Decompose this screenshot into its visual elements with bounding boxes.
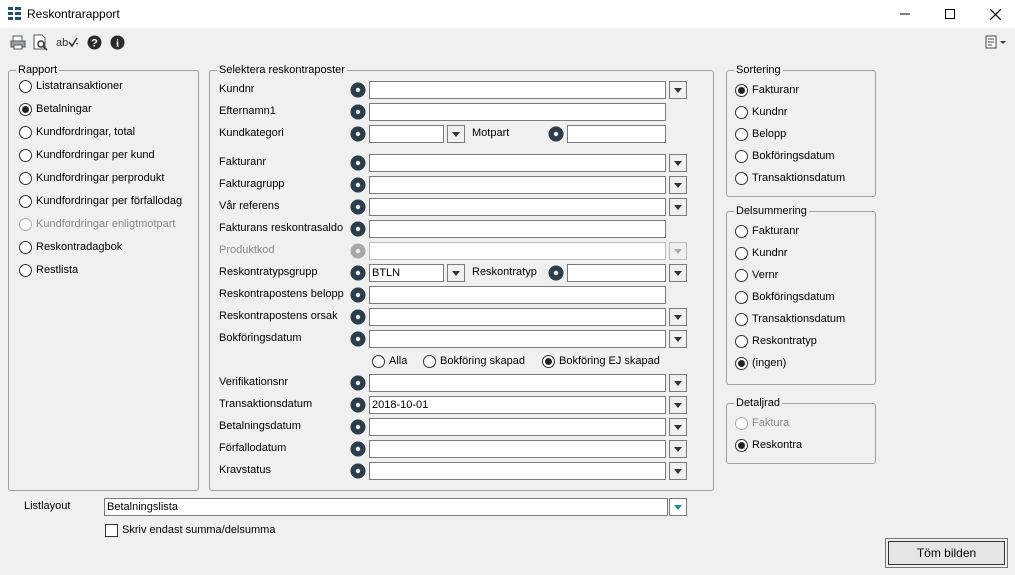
fakturanr-dropdown-button[interactable] bbox=[669, 154, 687, 172]
gear-icon bbox=[350, 243, 366, 259]
forfallodatum-input[interactable] bbox=[369, 440, 666, 458]
radio-circle[interactable] bbox=[19, 241, 32, 254]
kundkategori-label: Kundkategori bbox=[219, 127, 284, 139]
radio-del-kundnr[interactable] bbox=[735, 245, 787, 261]
radio-del-reskontratyp[interactable] bbox=[735, 333, 817, 349]
radio-label: Bokföring skapad bbox=[440, 355, 525, 367]
gear-icon[interactable] bbox=[350, 397, 366, 413]
radio-circle[interactable] bbox=[735, 84, 748, 97]
radio-sort-belopp[interactable] bbox=[735, 126, 786, 142]
rapport-legend: Rapport bbox=[18, 64, 58, 76]
radio-label: Kundfordringar perprodukt bbox=[36, 172, 165, 184]
fakturagrupp-input[interactable] bbox=[369, 176, 666, 194]
radio-circle[interactable] bbox=[19, 103, 32, 116]
motpart-label: Motpart bbox=[472, 127, 510, 139]
delsummering-legend: Delsummering bbox=[736, 205, 807, 217]
radio-label: Reskontratyp bbox=[752, 335, 817, 347]
radio-circle bbox=[735, 417, 748, 430]
radio-label: Betalningar bbox=[36, 103, 92, 115]
radio-label: Bokföring EJ skapad bbox=[559, 355, 660, 367]
forfallodatum-dropdown-button[interactable] bbox=[669, 440, 687, 458]
radio-del-transaktionsdatum[interactable] bbox=[735, 311, 845, 327]
radio-label: Fakturanr bbox=[752, 225, 800, 237]
sortering-legend: Sortering bbox=[736, 64, 781, 76]
forfallodatum-label: Förfallodatum bbox=[219, 442, 287, 454]
gear-icon[interactable] bbox=[350, 309, 366, 325]
kravstatus-dropdown-button[interactable] bbox=[669, 462, 687, 480]
close-button[interactable] bbox=[972, 0, 1015, 28]
gear-icon[interactable] bbox=[350, 265, 366, 281]
motpart-input[interactable] bbox=[567, 125, 666, 143]
minimize-button[interactable] bbox=[882, 0, 928, 28]
produktkod-label: Produktkod bbox=[219, 244, 275, 256]
listlayout-dropdown-button[interactable] bbox=[669, 498, 687, 516]
efternamn-label: Efternamn1 bbox=[219, 105, 276, 117]
radio-kundfordringar-total[interactable] bbox=[19, 124, 135, 140]
info-icon[interactable] bbox=[110, 35, 125, 50]
radio-label: Kundfordringar enligtmotpart bbox=[36, 218, 176, 230]
minimize-icon bbox=[900, 9, 910, 19]
clear-form-button[interactable] bbox=[885, 538, 1008, 568]
radio-label: Kundfordringar per kund bbox=[36, 149, 155, 161]
svg-text:?: ? bbox=[91, 37, 98, 50]
radio-circle[interactable] bbox=[19, 195, 32, 208]
gear-icon[interactable] bbox=[350, 104, 366, 120]
radio-circle[interactable] bbox=[735, 247, 748, 260]
radio-reskontradagbok[interactable] bbox=[19, 239, 122, 255]
listlayout-label: Listlayout bbox=[24, 500, 71, 512]
summary-only-label: Skriv endast summa/delsumma bbox=[122, 524, 276, 536]
produktkod-input bbox=[369, 242, 666, 260]
gear-icon[interactable] bbox=[350, 82, 366, 98]
svg-text:i: i bbox=[115, 37, 120, 50]
gear-icon[interactable] bbox=[350, 463, 366, 479]
radio-label: Alla bbox=[389, 355, 408, 367]
radio-label: Kundnr bbox=[752, 106, 788, 118]
radio-bokforing-ej-skapad[interactable] bbox=[542, 353, 660, 369]
gear-icon[interactable] bbox=[350, 375, 366, 391]
radio-circle[interactable] bbox=[19, 264, 32, 277]
summary-only-checkbox[interactable] bbox=[105, 524, 118, 537]
radio-label: Faktura bbox=[752, 417, 790, 429]
print-preview-icon[interactable] bbox=[32, 34, 49, 51]
radio-label: Belopp bbox=[752, 128, 787, 140]
radio-circle[interactable] bbox=[372, 355, 385, 368]
reskontratyp-input[interactable] bbox=[567, 264, 666, 282]
radio-kundfordringar-per-forfallodag[interactable] bbox=[19, 193, 182, 209]
fakturanr-input[interactable] bbox=[369, 154, 666, 172]
kundkategori-dropdown-button[interactable] bbox=[447, 125, 465, 143]
reskontratypsgrupp-input[interactable]: BTLN bbox=[369, 264, 444, 282]
selektera-legend: Selektera reskontraposter bbox=[219, 64, 345, 76]
radio-kundfordringar-perprodukt[interactable] bbox=[19, 170, 164, 186]
app-icon bbox=[8, 7, 21, 20]
radio-circle[interactable] bbox=[735, 172, 748, 185]
svg-text:ab: ab bbox=[56, 37, 69, 49]
radio-kundfordringar-per-kund[interactable] bbox=[19, 147, 155, 163]
radio-label: Transaktionsdatum bbox=[752, 313, 846, 325]
radio-label: Reskontra bbox=[752, 439, 803, 451]
gear-icon[interactable] bbox=[350, 287, 366, 303]
listlayout-select[interactable]: Betalningslista bbox=[104, 498, 668, 516]
radio-circle[interactable] bbox=[735, 439, 748, 452]
gear-icon[interactable] bbox=[350, 126, 366, 142]
orsak-input[interactable] bbox=[369, 308, 666, 326]
detaljrad-legend: Detaljrad bbox=[736, 397, 781, 409]
reskontratyp-dropdown-button[interactable] bbox=[669, 264, 687, 282]
radio-label: Kundfordringar per förfallodag bbox=[36, 195, 183, 207]
help-icon[interactable] bbox=[87, 35, 102, 50]
radio-circle[interactable] bbox=[735, 357, 748, 370]
radio-label: (ingen) bbox=[752, 357, 787, 369]
verifikationsnr-label: Verifikationsnr bbox=[219, 376, 289, 388]
radio-label: Bokföringsdatum bbox=[752, 150, 835, 162]
betalningsdatum-label: Betalningsdatum bbox=[219, 420, 301, 432]
gear-icon[interactable] bbox=[350, 221, 366, 237]
radio-restlista[interactable] bbox=[19, 262, 78, 278]
transaktionsdatum-label: Transaktionsdatum bbox=[219, 398, 313, 410]
fakturagrupp-dropdown-button[interactable] bbox=[669, 176, 687, 194]
radio-bokforing-skapad[interactable] bbox=[423, 353, 525, 369]
gear-icon[interactable] bbox=[548, 126, 564, 142]
radio-label: Kundnr bbox=[752, 247, 788, 259]
radio-detalj-reskontra[interactable] bbox=[735, 437, 802, 453]
radio-circle[interactable] bbox=[735, 150, 748, 163]
radio-sort-transaktionsdatum[interactable] bbox=[735, 170, 845, 186]
fakturans-saldo-input[interactable] bbox=[369, 220, 666, 238]
gear-icon[interactable] bbox=[350, 419, 366, 435]
verifikationsnr-input[interactable] bbox=[369, 374, 666, 392]
radio-circle[interactable] bbox=[735, 335, 748, 348]
bokforingsdatum-label: Bokföringsdatum bbox=[219, 332, 302, 344]
radio-detalj-faktura bbox=[735, 415, 789, 431]
kundkategori-input[interactable] bbox=[369, 125, 444, 143]
verifikationsnr-dropdown-button[interactable] bbox=[669, 374, 687, 392]
spellcheck-icon[interactable] bbox=[56, 35, 80, 49]
radio-circle[interactable] bbox=[423, 355, 436, 368]
radio-circle[interactable] bbox=[735, 225, 748, 238]
betalningsdatum-dropdown-button[interactable] bbox=[669, 418, 687, 436]
var-referens-dropdown-button[interactable] bbox=[669, 198, 687, 216]
bokforingsdatum-dropdown-button[interactable] bbox=[669, 330, 687, 348]
radio-label: Listatransaktioner bbox=[36, 80, 123, 92]
radio-label: Restlista bbox=[36, 264, 79, 276]
radio-circle[interactable] bbox=[542, 355, 555, 368]
window-title: Reskontrarapport bbox=[27, 7, 120, 21]
maximize-button[interactable] bbox=[927, 0, 973, 28]
radio-sort-bokforingsdatum[interactable] bbox=[735, 148, 835, 164]
print-icon[interactable] bbox=[10, 35, 26, 50]
radio-betalningar[interactable] bbox=[19, 101, 92, 117]
efternamn-input[interactable] bbox=[369, 103, 666, 121]
kravstatus-label: Kravstatus bbox=[219, 464, 271, 476]
transaktionsdatum-dropdown-button[interactable] bbox=[669, 396, 687, 414]
radio-sort-kundnr[interactable] bbox=[735, 104, 787, 120]
radio-circle[interactable] bbox=[19, 126, 32, 139]
radio-listatransaktioner[interactable] bbox=[19, 78, 123, 94]
gear-icon[interactable] bbox=[350, 155, 366, 171]
radio-del-vernr[interactable] bbox=[735, 267, 778, 283]
close-icon bbox=[990, 9, 1001, 20]
orsak-dropdown-button[interactable] bbox=[669, 308, 687, 326]
transaktionsdatum-input[interactable]: 2018-10-01 bbox=[369, 396, 666, 414]
radio-del-ingen[interactable] bbox=[735, 355, 786, 371]
bokforingsdatum-input[interactable] bbox=[369, 330, 666, 348]
betalningsdatum-input[interactable] bbox=[369, 418, 666, 436]
belopp-label: Reskontrapostens belopp bbox=[219, 288, 344, 300]
kundnr-input[interactable] bbox=[369, 81, 666, 99]
radio-del-fakturanr[interactable] bbox=[735, 223, 799, 239]
gear-icon[interactable] bbox=[350, 177, 366, 193]
radio-circle[interactable] bbox=[735, 106, 748, 119]
reskontratyp-label: Reskontratyp bbox=[472, 266, 537, 278]
fakturans-saldo-label: Fakturans reskontrasaldo bbox=[219, 222, 344, 234]
clear-form-label: Töm bilden bbox=[888, 541, 1005, 565]
radio-circle[interactable] bbox=[19, 80, 32, 93]
radio-label: Transaktionsdatum bbox=[752, 172, 846, 184]
radio-circle[interactable] bbox=[19, 149, 32, 162]
radio-bokforing-alla[interactable] bbox=[372, 353, 407, 369]
radio-label: Bokföringsdatum bbox=[752, 291, 835, 303]
orsak-label: Reskontrapostens orsak bbox=[219, 310, 338, 322]
reskontratypsgrupp-dropdown-button[interactable] bbox=[447, 264, 465, 282]
var-referens-input[interactable] bbox=[369, 198, 666, 216]
radio-circle bbox=[19, 218, 32, 231]
belopp-input[interactable] bbox=[369, 286, 666, 304]
fakturanr-label: Fakturanr bbox=[219, 156, 267, 168]
radio-label: Fakturanr bbox=[752, 84, 800, 96]
reskontratypsgrupp-label: Reskontratypsgrupp bbox=[219, 266, 318, 278]
radio-circle[interactable] bbox=[19, 172, 32, 185]
title-bar bbox=[0, 0, 1015, 28]
radio-del-bokforingsdatum[interactable] bbox=[735, 289, 835, 305]
radio-label: Reskontradagbok bbox=[36, 241, 123, 253]
gear-icon[interactable] bbox=[350, 331, 366, 347]
gear-icon[interactable] bbox=[350, 441, 366, 457]
radio-label: Vernr bbox=[752, 269, 779, 281]
radio-kundfordringar-enligt-motpart bbox=[19, 216, 175, 232]
radio-circle[interactable] bbox=[735, 291, 748, 304]
radio-circle[interactable] bbox=[735, 313, 748, 326]
kundnr-dropdown-button[interactable] bbox=[669, 81, 687, 99]
kravstatus-input[interactable] bbox=[369, 462, 666, 480]
radio-circle[interactable] bbox=[735, 128, 748, 141]
gear-icon[interactable] bbox=[548, 265, 564, 281]
radio-circle[interactable] bbox=[735, 269, 748, 282]
radio-label: Kundfordringar, total bbox=[36, 126, 136, 138]
toolbar bbox=[0, 28, 1015, 58]
kundnr-label: Kundnr bbox=[219, 83, 255, 95]
fakturagrupp-label: Fakturagrupp bbox=[219, 178, 285, 190]
report-options-icon[interactable] bbox=[985, 35, 1007, 50]
produktkod-dropdown-button bbox=[669, 242, 687, 260]
maximize-icon bbox=[945, 9, 955, 19]
gear-icon[interactable] bbox=[350, 199, 366, 215]
var-referens-label: Vår referens bbox=[219, 200, 280, 212]
radio-sort-fakturanr[interactable] bbox=[735, 82, 799, 98]
